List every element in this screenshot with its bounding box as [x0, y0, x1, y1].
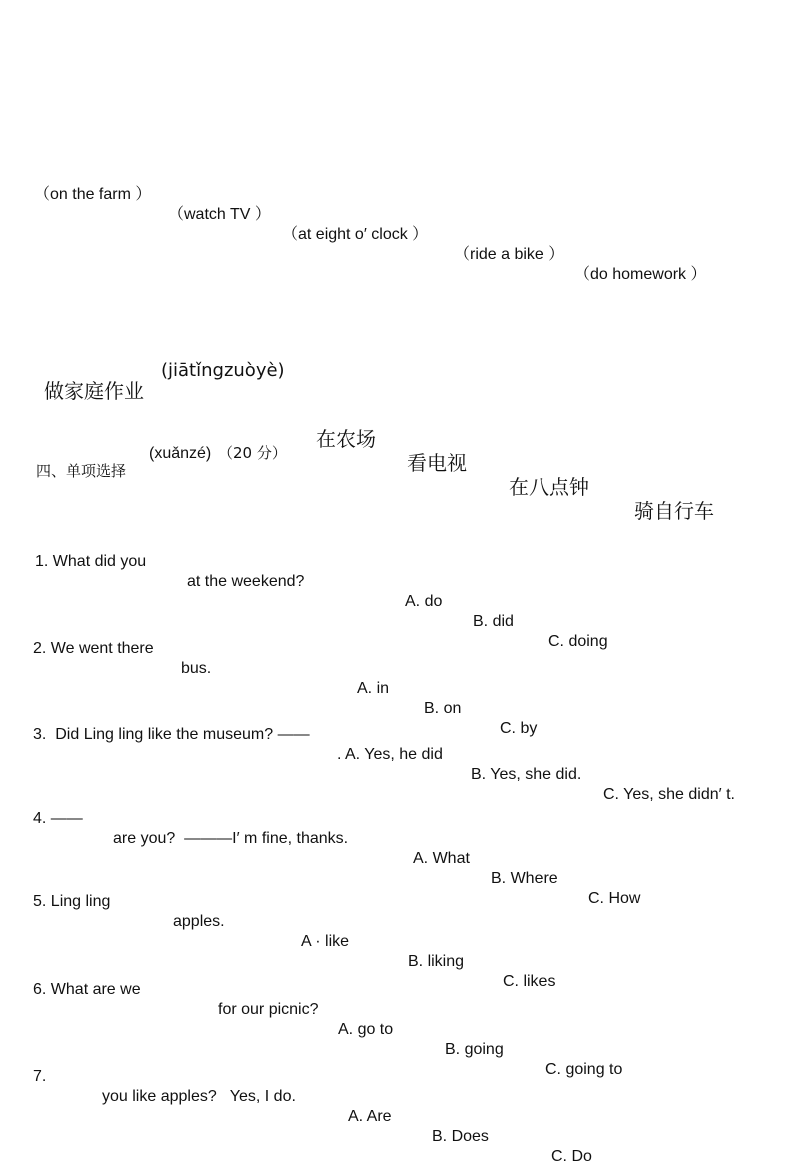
question-2-stem: 2. We went there [33, 640, 154, 657]
phrase-row [34, 165, 707, 285]
question-1-option-a: A. do [405, 593, 443, 610]
chinese-ride-bike: 骑自行车 [634, 499, 714, 523]
question-5-option-c: C. likes [503, 973, 556, 990]
section-score: （20 分） [218, 444, 287, 462]
question-2-option-a: A. in [357, 680, 390, 697]
question-4-stem-end: are you? ———I′ m fine, thanks. [113, 830, 349, 847]
question-1-option-b: B. did [473, 613, 514, 630]
question-7-option-a: A. Are [348, 1108, 392, 1125]
question-5-option-a: A · like [301, 933, 350, 950]
question-7-stem: 7. [33, 1068, 47, 1085]
chinese-on-the-farm: 在农场 [316, 427, 376, 451]
question-4-option-b: B. Where [491, 870, 558, 887]
question-5-stem: 5. Ling ling [33, 893, 111, 910]
question-4-option-c: C. How [588, 890, 641, 907]
question-3-option-a: . A. Yes, he did [337, 746, 443, 763]
phrase-at-eight-oclock: （at eight o′ clock ） [282, 226, 429, 243]
chinese-do-homework-pinyin: (jiātǐngzuòyè) [161, 360, 285, 381]
question-6-option-a: A. go to [338, 1021, 394, 1038]
question-7-option-c: C. Do [551, 1148, 592, 1165]
question-6-option-b: B. going [445, 1041, 504, 1058]
section-pinyin: (xuǎnzé) [149, 445, 212, 462]
question-3-option-c: C. Yes, she didn′ t. [603, 786, 735, 803]
section-heading [36, 441, 287, 521]
phrase-on-the-farm: （on the farm ） [34, 186, 152, 203]
phrase-watch-tv: （watch TV ） [168, 206, 271, 223]
question-6-stem: 6. What are we [33, 981, 141, 998]
phrase-ride-a-bike: （ride a bike ） [454, 246, 565, 263]
question-7-stem-end: you like apples? Yes, I do. [102, 1088, 296, 1105]
question-4-stem: 4. —— [33, 810, 83, 827]
question-1-stem: 1. What did you [35, 553, 147, 570]
question-6-option-c: C. going to [545, 1061, 623, 1078]
section-title: 四、单项选择 [36, 462, 127, 480]
chinese-at-eight: 在八点钟 [509, 475, 589, 499]
question-2-option-c: C. by [500, 720, 538, 737]
question-7-option-b: B. Does [432, 1128, 489, 1145]
question-1-stem-end: at the weekend? [187, 573, 305, 590]
question-2-stem-end: bus. [181, 660, 212, 677]
question-6-stem-end: for our picnic? [218, 1001, 319, 1018]
question-1-option-c: C. doing [548, 633, 608, 650]
chinese-watch-tv: 看电视 [407, 451, 467, 475]
question-3-stem: 3. Did Ling ling like the museum? —— [33, 726, 310, 743]
chinese-do-homework: 做家庭作业 [44, 379, 144, 403]
question-2-option-b: B. on [424, 700, 462, 717]
question-5-option-b: B. liking [408, 953, 465, 970]
question-4-option-a: A. What [413, 850, 470, 867]
phrase-do-homework: （do homework ） [574, 266, 707, 283]
question-3-option-b: B. Yes, she did. [471, 766, 582, 783]
question-5-stem-end: apples. [173, 913, 225, 930]
